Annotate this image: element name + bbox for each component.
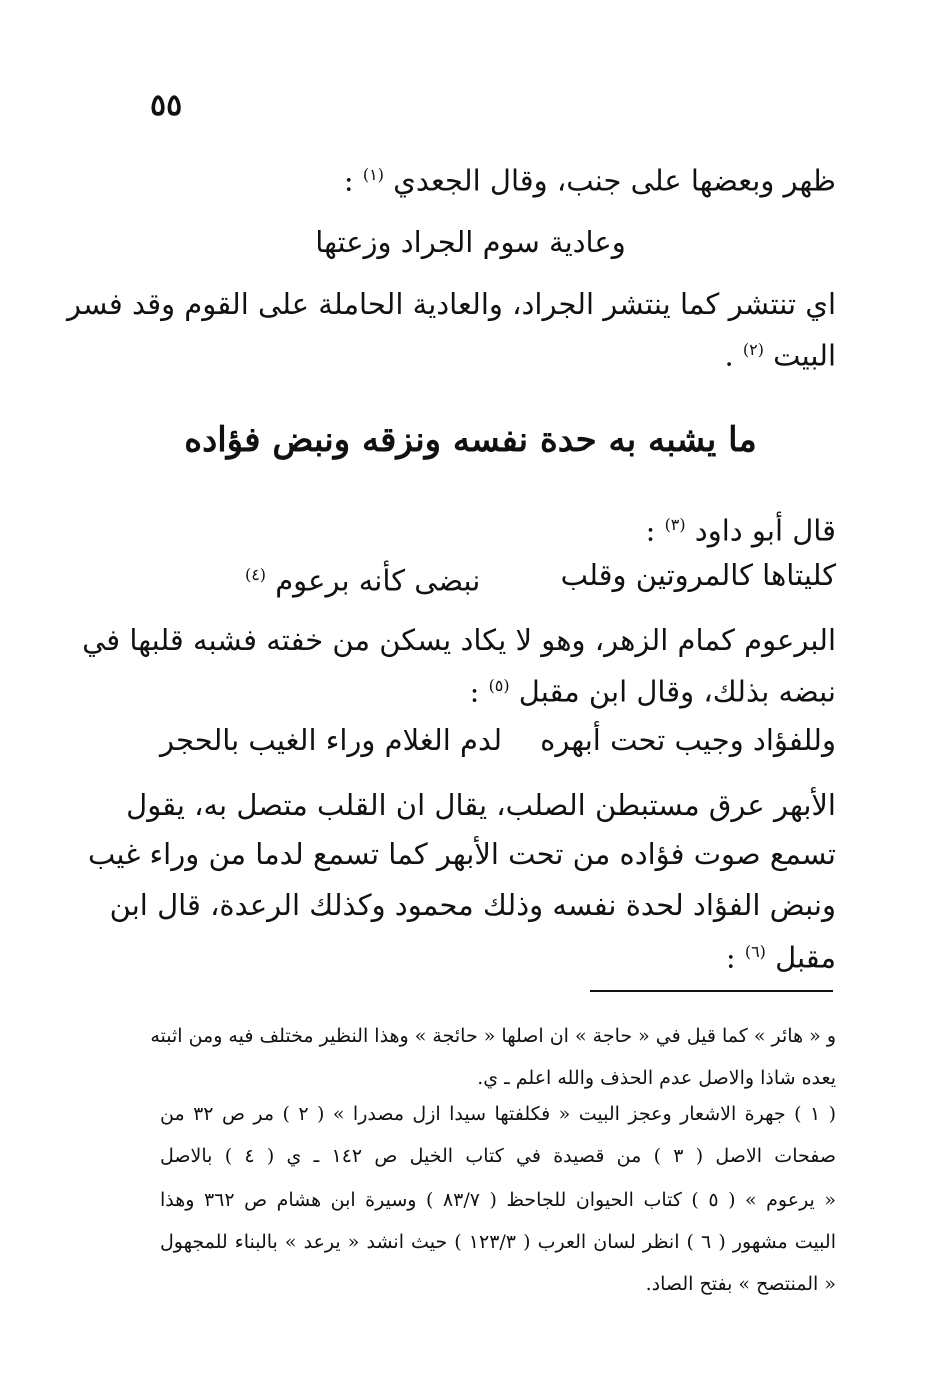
verse-hemistich-right: كليتاها كالمروتين وقلب	[560, 558, 836, 592]
footnote-divider	[590, 990, 833, 992]
footnote-ref: (٢)	[742, 340, 764, 359]
footnote-ref: (١)	[362, 165, 384, 184]
verse-hemistich-right: وللفؤاد وجيب تحت أبهره	[540, 723, 836, 757]
footnote-ref: (٤)	[245, 565, 266, 584]
footnote-line: ( ١ ) جهرة الاشعار وعجز البيت « فكلفتها سيدا ازل مصدرا » ( ٢ ) مر ص ٣٢ من	[160, 1103, 837, 1125]
verse-line: وعادية سوم الجراد وزعتها	[315, 225, 626, 259]
footnote-ref: (٣)	[664, 515, 686, 534]
footnote-line: و « هائر » كما قيل في « حاجة » ان اصلها « حائجة » وهذا النظير مختلف فيه ومن اثبته	[150, 1025, 836, 1047]
text: البيت	[773, 338, 836, 373]
body-line	[646, 505, 836, 551]
footnote-ref: (٦)	[744, 942, 766, 961]
body-line	[726, 932, 836, 978]
body-line	[724, 330, 836, 376]
punct: :	[469, 674, 480, 709]
section-heading: ما يشبه به حدة نفسه ونزقه ونبض فؤاده	[184, 420, 757, 460]
footnote-line: صفحات الاصل ( ٣ ) من قصيدة في كتاب الخيل ص ١٤٢ ـ ي ( ٤ ) بالاصل	[160, 1145, 836, 1167]
punct: :	[725, 940, 736, 975]
body-line	[470, 666, 836, 712]
body-line: اي تنتشر كما ينتشر الجراد، والعادية الحاملة على القوم وقد فسر	[67, 287, 836, 321]
footnote-line: « يرعوم » ( ٥ ) كتاب الحيوان للجاحظ ( ٨٣/٧ ) وسيرة ابن هشام ص ٣٦٢ وهذا	[160, 1189, 836, 1211]
text: نبضه بذلك، وقال ابن مقبل	[518, 674, 836, 709]
body-line: تسمع صوت فؤاده من تحت الأبهر كما تسمع لدما من وراء غيب	[87, 837, 836, 871]
text: ظهر وبعضها على جنب، وقال الجعدي	[393, 163, 836, 198]
footnote-line: البيت مشهور ( ٦ ) انظر لسان العرب ( ١٢٣/٣ ) حيث انشد « يرعد » بالبناء للمجهول	[160, 1231, 836, 1253]
verse-hemistich-left	[245, 555, 480, 601]
body-line: ونبض الفؤاد لحدة نفسه وذلك محمود وكذلك الرعدة، قال ابن	[109, 888, 836, 922]
text: نبضى كأنه برعوم	[275, 563, 481, 598]
verse-hemistich-left: لدم الغلام وراء الغيب بالحجر	[160, 723, 503, 757]
footnote-line: يعده شاذا والاصل عدم الحذف والله اعلم ـ ي.	[477, 1067, 836, 1089]
punct: :	[645, 513, 656, 548]
punct: :	[343, 163, 354, 198]
page-number: ٥٥	[150, 88, 183, 123]
body-line: البرعوم كمام الزهر، وهو لا يكاد يسكن من خفته فشبه قلبها في	[82, 623, 836, 657]
punct: .	[724, 338, 734, 373]
text: مقبل	[775, 940, 836, 975]
footnote-line: « المنتصح » بفتح الصاد.	[645, 1273, 836, 1295]
text: قال أبو داود	[694, 513, 836, 548]
footnote-ref: (٥)	[488, 676, 510, 695]
body-line: الأبهر عرق مستبطن الصلب، يقال ان القلب متصل به، يقول	[126, 788, 836, 822]
body-line	[344, 155, 836, 201]
